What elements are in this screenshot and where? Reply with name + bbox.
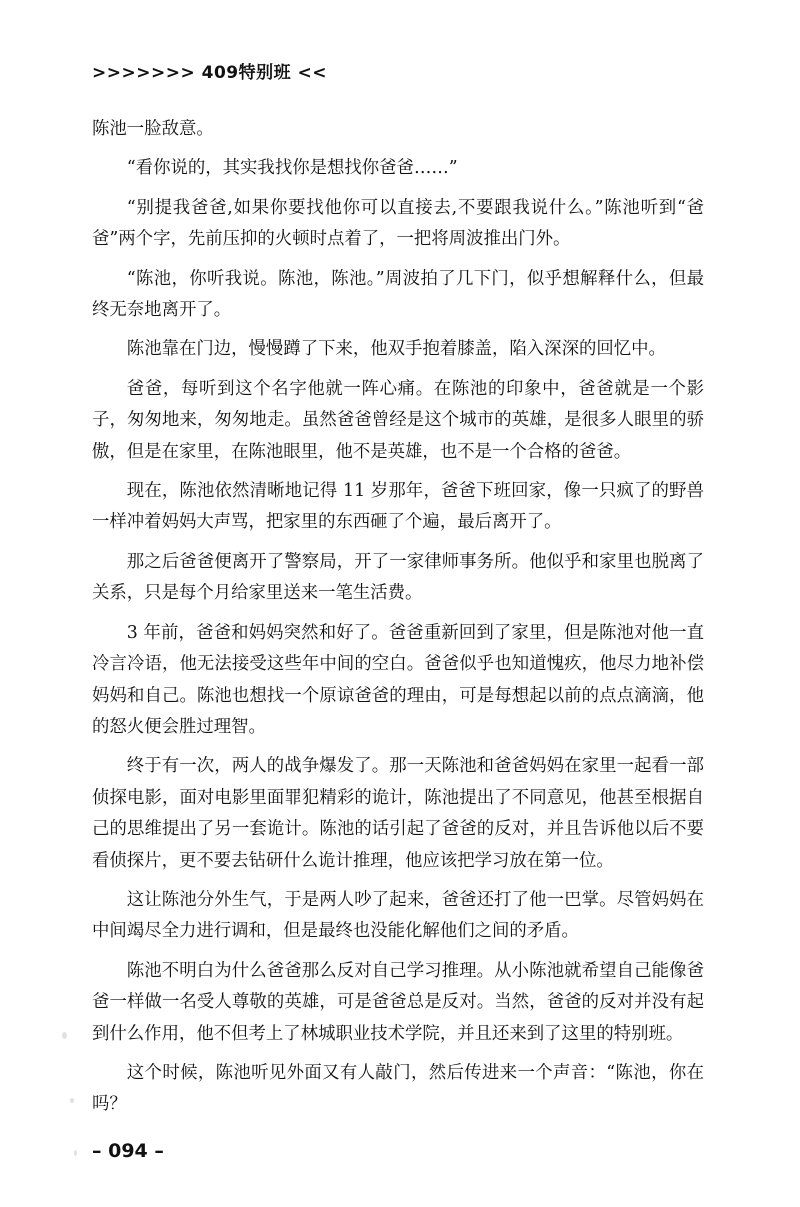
paragraph: “陈池，你听我说。陈池，陈池。”周波拍了几下门，似乎想解释什么，但最终无奈地离开了。	[92, 268, 704, 321]
paragraph: 现在，陈池依然清晰地记得 11 岁那年，爸爸下班回家，像一只疯了的野兽一样冲着妈妈大声骂，把家里的东西砸了个遍，最后离开了。	[92, 481, 704, 533]
paragraph: “别提我爸爸,如果你要找他你可以直接去,不要跟我说什么。”陈池听到“爸爸”两个字，先前压抑的火顿时点着了，一把将周波推出门外。	[92, 197, 704, 250]
paragraph: 那之后爸爸便离开了警察局，开了一家律师事务所。他似乎和家里也脱离了关系，只是每个月给家里送来一笔生活费。	[92, 551, 704, 604]
paragraph: 爸爸，每听到这个名字他就一阵心痛。在陈池的印象中，爸爸就是一个影子，匆匆地来，匆匆地走。虽然爸爸曾经是这个城市的英雄，是很多人眼里的骄傲，但是在家里，在陈池眼里，他不是英雄，也不是一个合格的爸爸。	[92, 378, 704, 462]
running-header: >>>>>>> 409特别班 <<	[92, 63, 328, 83]
paragraph: “看你说的，其实我找你是想找你爸爸……”	[126, 158, 458, 179]
scan-speck	[70, 1098, 74, 1103]
body-text	[92, 114, 704, 1129]
scan-speck	[74, 1150, 77, 1156]
paragraph: 陈池靠在门边，慢慢蹲了下来，他双手抱着膝盖，陷入深深的回忆中。	[126, 339, 666, 360]
paragraph: 陈池不明白为什么爸爸那么反对自己学习推理。从小陈池就希望自己能像爸爸一样做一名受人尊敬的英雄，可是爸爸总是反对。当然，爸爸的反对并没有起到什么作用，他不但考上了林城职业技术学院，并且还来到了这里的特别班。	[92, 960, 704, 1044]
scan-speck	[62, 1032, 67, 1039]
paragraph: 陈池一脸敌意。	[92, 119, 214, 139]
paragraph: 这让陈池分外生气，于是两人吵了起来，爸爸还打了他一巴掌。尽管妈妈在中间竭尽全力进行调和，但是最终也没能化解他们之间的矛盾。	[92, 889, 704, 942]
page-number: – 094 –	[92, 1140, 164, 1162]
paragraph: 终于有一次，两人的战争爆发了。那一天陈池和爸爸妈妈在家里一起看一部侦探电影，面对电影里面罪犯精彩的诡计，陈池提出了不同意见，他甚至根据自己的思维提出了另一套诡计。陈池的话引起了爸爸的反对，并且告诉他以后不要看侦探片，更不要去钻研什么诡计推理，他应该把学习放在第一位。	[92, 756, 704, 871]
paragraph: 这个时候，陈池听见外面又有人敲门，然后传进来一个声音：“陈池，你在吗？	[92, 1062, 704, 1115]
paragraph: 3 年前，爸爸和妈妈突然和好了。爸爸重新回到了家里，但是陈池对他一直冷言冷语，他无法接受这些年中间的空白。爸爸似乎也知道愧疚，他尽力地补偿妈妈和自己。陈池也想找一个原谅爸爸的理由，可是每想起以前的点点滴滴，他的怒火便会胜过理智。	[92, 622, 704, 737]
